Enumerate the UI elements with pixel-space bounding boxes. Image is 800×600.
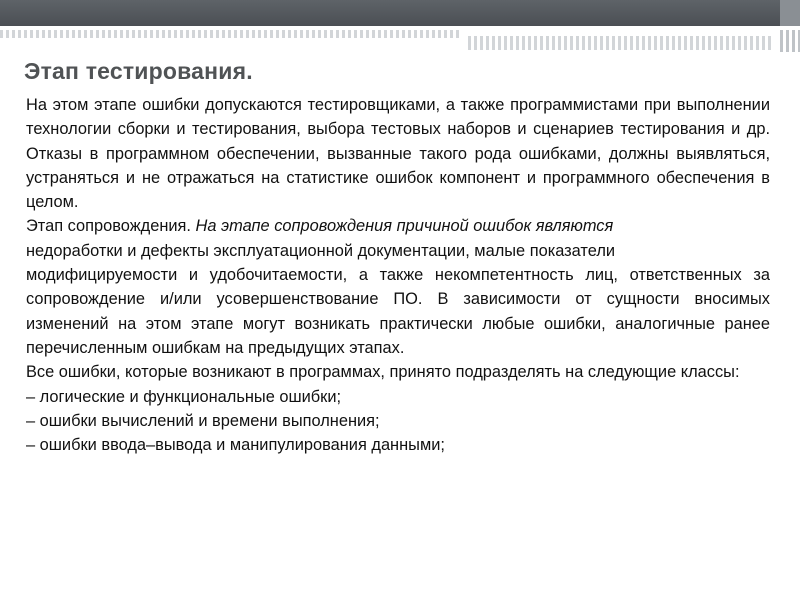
paragraph-documentation-defects: недоработки и дефекты эксплуатационной документации, малые показатели (26, 241, 616, 260)
paragraph-maintenance-stage (26, 214, 770, 238)
header-bar-corner (780, 0, 800, 26)
paragraph-modifiability: модифицируемости и удобочитаемости, а также некомпетентность лиц, ответственных за сопровождение и/или усовершенствование ПО. В зависимости от сущности вносимых изменений на этом этапе могут возникать практически любые ошибки, аналогичные ранее перечисленным ошибкам на предыдущих этапах. (26, 266, 770, 357)
list-item: – ошибки вычислений и времени выполнения; (26, 411, 380, 430)
slide-body (26, 93, 770, 457)
list-item: – логические и функциональные ошибки; (26, 387, 342, 406)
header-bar (0, 0, 780, 26)
list-item: – ошибки ввода–вывода и манипулирования данными; (26, 436, 445, 455)
decorative-stripes (0, 30, 460, 38)
paragraph-testing-stage: На этом этапе ошибки допускаются тестировщиками, а также программистами при выполнении технологии сборки и тестирования, выбора тестовых наборов и сценариев тестирования и др. Отказы в программном обеспечении, вызванные такого рода ошибками, должны выявляться, устраняться и не отражаться на статистике ошибок компонент и программного обеспечения в целом. (26, 96, 770, 212)
slide-title: Этап тестирования. (24, 58, 253, 84)
maintenance-label: Этап сопровождения. (26, 217, 196, 236)
decorative-stripes (468, 36, 774, 50)
decorative-stripes (780, 30, 800, 52)
paragraph-error-classes: Все ошибки, которые возникают в программах, принято подразделять на следующие классы: (26, 363, 740, 382)
maintenance-italic-text: На этапе сопровождения причиной ошибок являются (195, 217, 614, 236)
